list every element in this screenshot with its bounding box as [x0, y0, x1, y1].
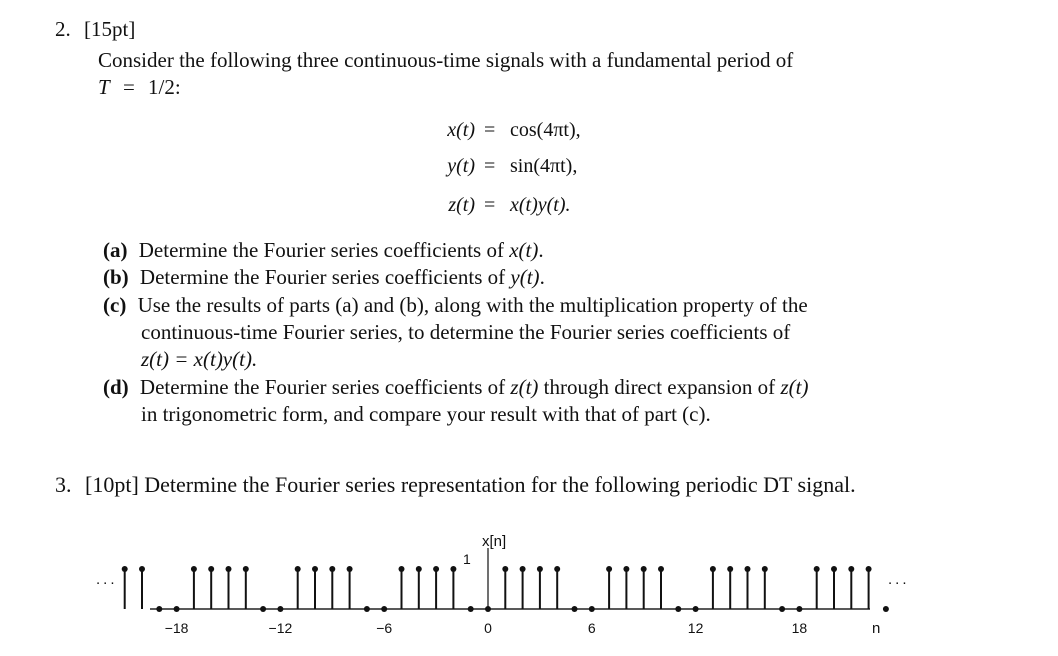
stem-marker-one — [226, 566, 232, 572]
stem-marker-one — [208, 566, 214, 572]
problem2-header — [55, 16, 135, 42]
part-a-text: Determine the Fourier series coefficients of — [138, 238, 510, 262]
part-b-label: (b) — [103, 265, 129, 289]
problem3-header — [55, 472, 856, 498]
stem-marker-one — [502, 566, 508, 572]
equations-block — [0, 118, 1058, 228]
stem-marker-one — [745, 566, 751, 572]
problem3-points: [10pt] — [85, 472, 139, 497]
stem-marker-one — [848, 566, 854, 572]
stem-marker-zero — [796, 606, 802, 612]
part-a-tail: . — [538, 238, 544, 262]
stem-marker-zero — [589, 606, 595, 612]
part-d-label: (d) — [103, 375, 129, 399]
part-c-line1: Use the results of parts (a) and (b), along with the multiplication property of the — [137, 293, 808, 317]
part-d-line1-math2: z(t) — [780, 375, 809, 399]
period-variable: T — [98, 75, 110, 99]
part-c-line3-wrap — [141, 346, 257, 372]
stem-marker-one — [347, 566, 353, 572]
x-tick-label: 6 — [587, 620, 596, 636]
stem-marker-one — [191, 566, 197, 572]
stem-marker-one — [295, 566, 301, 572]
stem-plot — [0, 520, 1058, 656]
problem2-number: 2. — [55, 17, 71, 41]
stem-marker-one — [554, 566, 560, 572]
period-value: 1/2: — [148, 75, 181, 99]
part-d-line1-pre: Determine the Fourier series coefficients of — [139, 375, 511, 399]
part-b-text: Determine the Fourier series coefficients of — [139, 265, 511, 289]
stem-marker-zero — [779, 606, 785, 612]
problem2-period — [98, 74, 181, 100]
part-a — [103, 237, 544, 263]
equation-rhs: sin(4πt), — [510, 155, 578, 177]
stem-marker-one — [710, 566, 716, 572]
part-b-math: y(t) — [510, 265, 540, 289]
stem-marker-one — [416, 566, 422, 572]
x-tick-label: −18 — [164, 620, 189, 636]
stem-marker-zero — [485, 606, 491, 612]
equation-equals: = — [484, 119, 496, 141]
stem-marker-one — [641, 566, 647, 572]
stem-marker-zero — [572, 606, 578, 612]
stem-marker-zero — [156, 606, 162, 612]
equation-equals: = — [484, 155, 496, 177]
equation-equals: = — [484, 194, 496, 216]
part-c-line3-math: z(t) = x(t)y(t). — [141, 347, 258, 371]
stem-marker-one — [243, 566, 249, 572]
equation-lhs: y(t) — [447, 155, 475, 177]
part-c — [103, 292, 808, 318]
stem-marker-one — [814, 566, 820, 572]
equation-rhs: x(t)y(t). — [510, 194, 571, 216]
part-b — [103, 264, 545, 290]
stem-marker-zero — [260, 606, 266, 612]
part-d — [103, 374, 808, 400]
stem-marker-one — [606, 566, 612, 572]
problem3-text: Determine the Fourier series representation for the following periodic DT signal. — [144, 472, 856, 497]
part-c-line2-wrap — [141, 319, 790, 345]
problem3-number: 3. — [55, 472, 72, 497]
stem-marker-zero — [174, 606, 180, 612]
problem2-intro-line1: Consider the following three continuous-time signals with a fundamental period of — [98, 48, 794, 72]
x-tick-label: 18 — [791, 620, 808, 636]
equation-rhs: cos(4πt), — [510, 119, 581, 141]
ticks-group — [165, 620, 808, 636]
x-tick-label: 0 — [484, 620, 492, 636]
stem-marker-one — [139, 566, 145, 572]
ellipsis-right: ... — [888, 571, 910, 588]
part-d-line1-math1: z(t) — [510, 375, 539, 399]
x-tick-label: 12 — [687, 620, 704, 636]
part-a-math: x(t) — [509, 238, 539, 262]
x-tick-label: −12 — [268, 620, 293, 636]
ellipsis-left: ... — [96, 571, 118, 588]
stem-marker-zero — [883, 606, 889, 612]
stem-marker-zero — [381, 606, 387, 612]
problem2-intro — [98, 47, 793, 73]
stem-marker-one — [762, 566, 768, 572]
stem-marker-one — [658, 566, 664, 572]
stem-marker-one — [122, 566, 128, 572]
amplitude-label: 1 — [463, 551, 471, 567]
part-d-line2-wrap — [141, 401, 711, 427]
stem-marker-one — [866, 566, 872, 572]
x-axis-label: n — [872, 620, 881, 637]
part-d-line2: in trigonometric form, and compare your result with that of part (c). — [141, 402, 711, 426]
part-a-label: (a) — [103, 238, 128, 262]
stem-marker-one — [623, 566, 629, 572]
period-equals: = — [122, 75, 135, 99]
problem2-points: [15pt] — [84, 17, 136, 41]
chart-title: x[n] — [482, 533, 507, 550]
stem-marker-zero — [675, 606, 681, 612]
stem-marker-one — [450, 566, 456, 572]
stem-marker-one — [520, 566, 526, 572]
stem-marker-one — [329, 566, 335, 572]
stem-marker-one — [312, 566, 318, 572]
equation-lhs: x(t) — [447, 119, 475, 141]
stem-marker-zero — [277, 606, 283, 612]
part-d-line1-mid: through direct expansion of — [538, 375, 781, 399]
stem-marker-one — [433, 566, 439, 572]
x-tick-label: −6 — [376, 620, 393, 636]
part-b-tail: . — [539, 265, 545, 289]
stem-marker-one — [831, 566, 837, 572]
stem-marker-one — [537, 566, 543, 572]
equation-lhs: z(t) — [448, 194, 475, 216]
stem-marker-one — [727, 566, 733, 572]
stem-marker-one — [399, 566, 405, 572]
part-c-label: (c) — [103, 293, 127, 317]
stems-group — [122, 566, 889, 612]
stem-marker-zero — [468, 606, 474, 612]
stem-marker-zero — [693, 606, 699, 612]
part-c-line2: continuous-time Fourier series, to determine the Fourier series coefficients of — [141, 320, 791, 344]
stem-marker-zero — [364, 606, 370, 612]
